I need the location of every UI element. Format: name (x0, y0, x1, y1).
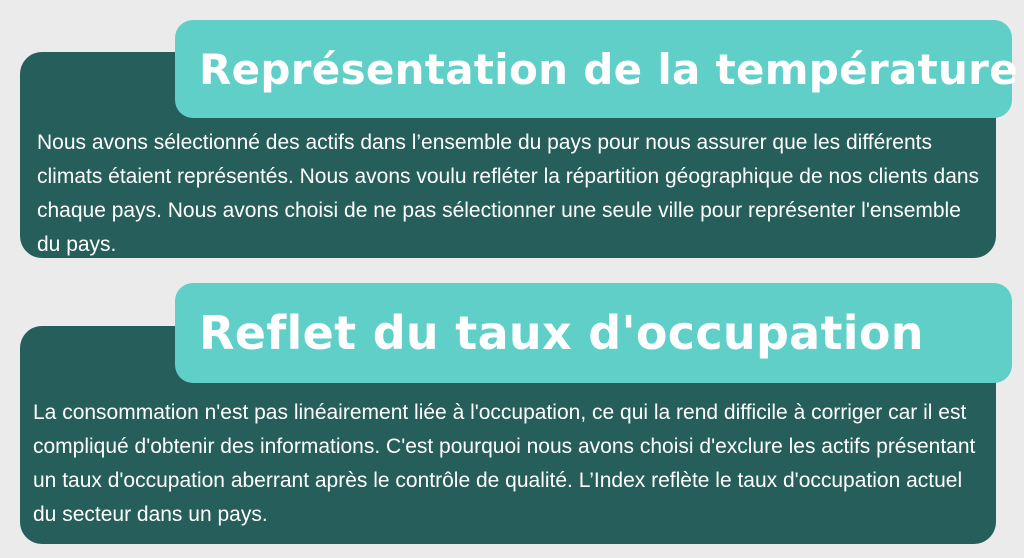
occupancy-title: Reflet du taux d'occupation (199, 306, 924, 360)
occupancy-description: La consommation n'est pas linéairement liée à l'occupation, ce qui la rend difficile à corriger car il est compliqué d'obtenir des informations. C'est pourquoi nous avons choisi d'exclure les actifs présentant un taux d'occupation aberrant après le contrôle de qualité. L’Index reflète le taux d'occupation actuel du secteur dans un pays. (33, 401, 976, 526)
occupancy-title-tab (175, 283, 1012, 383)
temperature-title-tab (175, 20, 1018, 118)
temperature-description: Nous avons sélectionné des actifs dans l’ensemble du pays pour nous assurer que les différents climats étaient représentés. Nous avons voulu refléter la répartition géographique de nos clients dans chaque pays. Nous avons choisi de ne pas sélectionner une seule ville pour représenter l'ensemble du pays. (37, 131, 980, 256)
temperature-title: Représentation de la température (199, 44, 1018, 94)
